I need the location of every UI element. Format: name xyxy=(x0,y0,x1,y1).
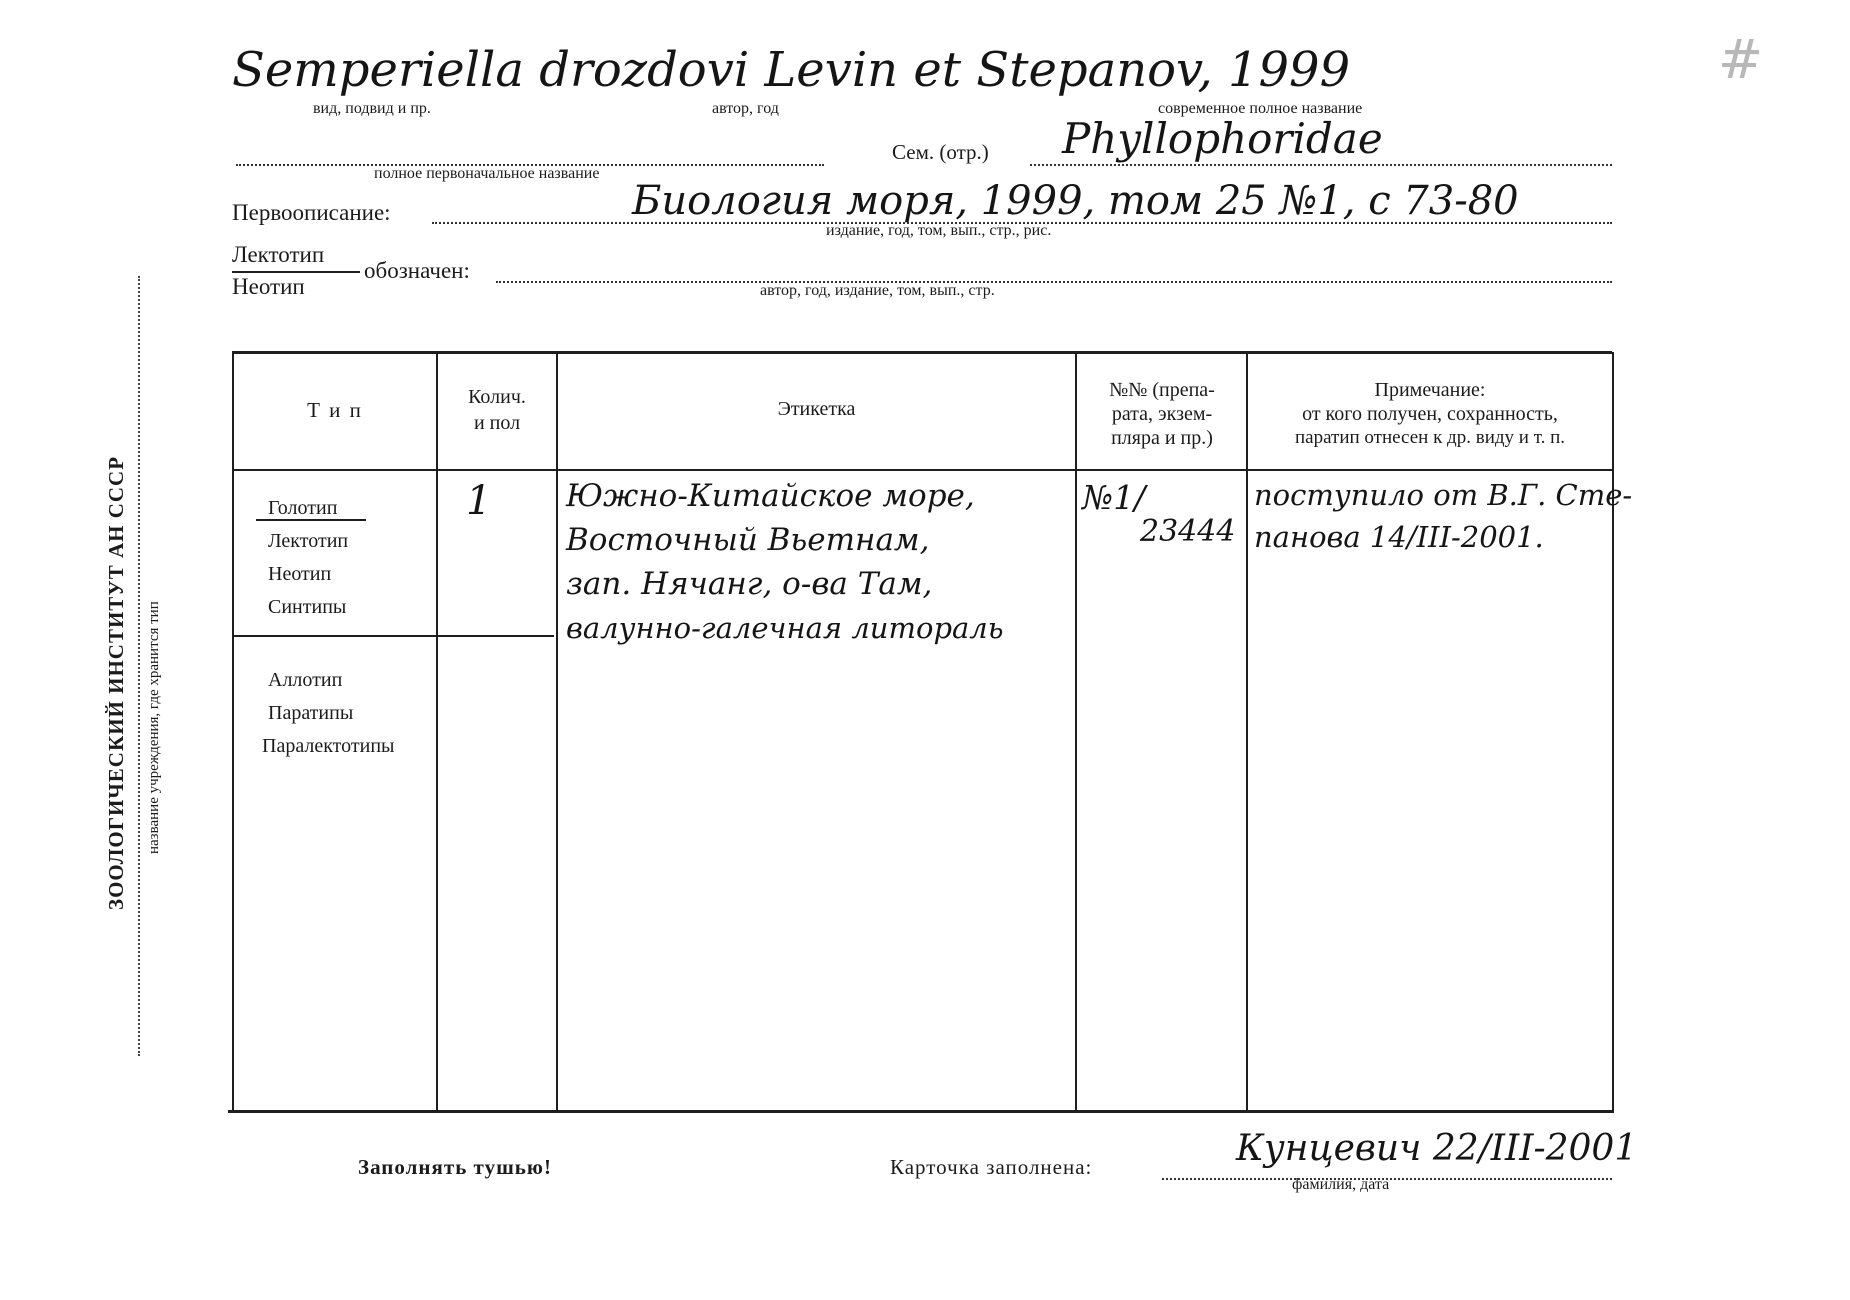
modern-name-caption: современное полное название xyxy=(1158,100,1363,117)
neotype-label: Неотип xyxy=(232,274,305,299)
designated-line xyxy=(496,281,1612,283)
label-text xyxy=(566,474,1004,650)
surname-date-caption: фамилия, дата xyxy=(1292,1176,1390,1193)
label-line-3: зап. Нячанг, о-ва Там, xyxy=(566,566,933,602)
type-lectotype: Лектотип xyxy=(268,530,349,552)
label-line-2: Восточный Вьетнам, xyxy=(566,522,930,558)
table-top-border xyxy=(232,351,1612,354)
holotype-underline xyxy=(256,519,366,521)
first-description-label: Первоописание: xyxy=(232,200,391,225)
col-divider-2 xyxy=(556,352,558,1112)
first-description-value: Биология моря, 1999, том 25 №1, с 73-80 xyxy=(632,178,1519,224)
type-syntypes: Синтипы xyxy=(268,596,347,618)
author-edition-caption: автор, год, издание, том, вып., стр. xyxy=(760,282,995,299)
side-dotted-line xyxy=(138,276,140,1056)
family-line xyxy=(1030,164,1612,166)
species-name: Semperiella drozdovi Levin et Stepanov, 1999 xyxy=(232,42,1351,98)
storage-caption: название учреждения, где хранится тип xyxy=(146,601,162,854)
table-right-border xyxy=(1612,352,1614,1112)
type-allotype: Аллотип xyxy=(268,669,343,691)
number-line-2: 23444 xyxy=(1140,514,1236,549)
filled-by-label: Карточка заполнена: xyxy=(890,1155,1093,1179)
header-count xyxy=(438,384,556,436)
species-caption: вид, подвид и пр. xyxy=(313,100,431,117)
designated-label: обозначен: xyxy=(364,258,470,283)
header-count-line1: Колич. xyxy=(468,386,526,408)
header-numbers-line3: пляра и пр.) xyxy=(1111,427,1213,449)
filled-by-value: Кунцевич 22/III-2001 xyxy=(1236,1128,1638,1169)
header-numbers-line1: №№ (препа- xyxy=(1109,379,1215,401)
header-note xyxy=(1248,378,1612,450)
label-line-1: Южно-Китайское море, xyxy=(566,478,975,514)
author-caption: автор, год xyxy=(712,100,779,117)
institute-name: ЗООЛОГИЧЕСКИЙ ИНСТИТУТ АН СССР xyxy=(104,455,128,910)
note-text xyxy=(1254,474,1632,558)
type-list-group1 xyxy=(268,492,348,624)
type-paralectotypes: Паралектотипы xyxy=(262,735,395,757)
count-value: 1 xyxy=(466,478,492,524)
type-paratypes: Паратипы xyxy=(268,702,354,724)
col-divider-3 xyxy=(1075,352,1077,1112)
header-numbers-line2: рата, экзем- xyxy=(1111,403,1213,425)
family-value: Phyllophoridae xyxy=(1062,114,1383,163)
label-line-4: валунно-галечная литораль xyxy=(566,611,1004,645)
type-holotype: Голотип xyxy=(268,497,338,519)
type-group-divider xyxy=(234,635,554,637)
header-numbers xyxy=(1078,378,1246,450)
note-line-2: панова 14/III-2001. xyxy=(1254,520,1544,554)
header-type: Т и п xyxy=(307,398,363,422)
col-divider-4 xyxy=(1246,352,1248,1112)
col-divider-1 xyxy=(436,352,438,1112)
header-note-line3: паратип отнесен к др. виду и т. п. xyxy=(1295,427,1565,448)
header-label: Этикетка xyxy=(777,398,856,420)
edition-caption: издание, год, том, вып., стр., рис. xyxy=(826,222,1052,239)
header-note-line1: Примечание: xyxy=(1374,379,1486,401)
header-note-line2: от кого получен, сохранность, xyxy=(1302,403,1558,425)
type-neotype: Неотип xyxy=(268,563,332,585)
family-label: Сем. (отр.) xyxy=(892,140,989,164)
fill-instruction: Заполнять тушью! xyxy=(358,1155,552,1179)
corner-mark: # xyxy=(1718,28,1764,91)
lectotype-underline xyxy=(232,271,360,273)
lectotype-label: Лектотип xyxy=(232,242,325,267)
number-line-1: №1/ xyxy=(1082,478,1146,517)
original-name-caption: полное первоначальное название xyxy=(374,165,600,182)
type-list-group2 xyxy=(262,664,395,763)
table-header-bottom xyxy=(234,469,1614,471)
table-left-border xyxy=(232,352,234,1112)
header-count-line2: и пол xyxy=(473,412,521,434)
note-line-1: поступило от В.Г. Сте- xyxy=(1254,478,1633,512)
